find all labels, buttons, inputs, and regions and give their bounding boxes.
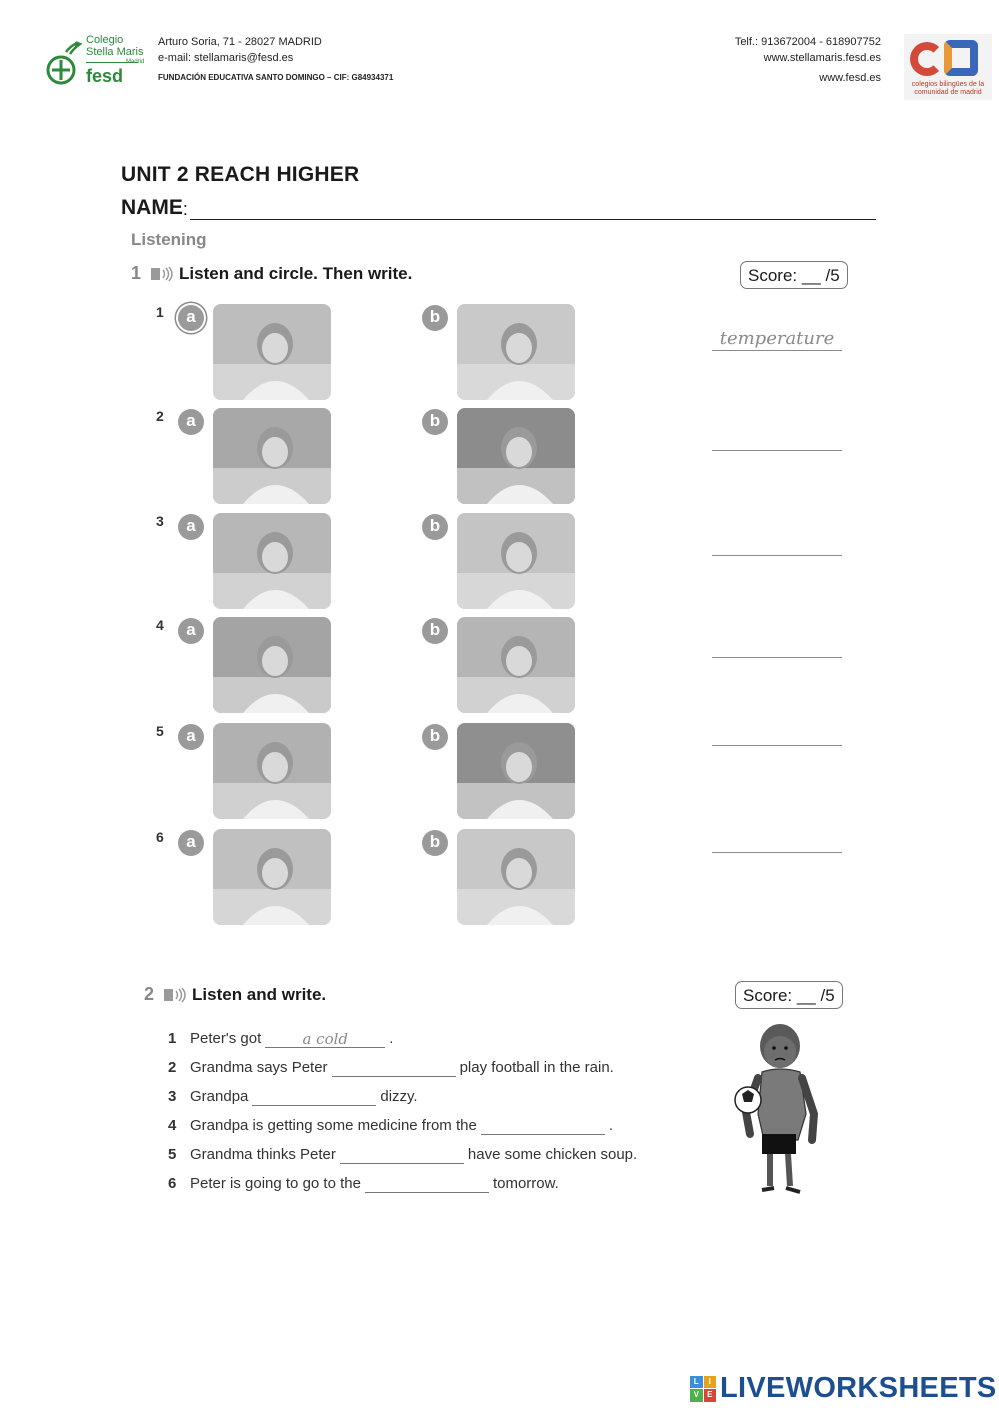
answer-input-line[interactable] xyxy=(712,532,842,556)
sentence-before: Peter is going to go to the xyxy=(190,1175,361,1192)
sentence-before: Grandpa is getting some medicine from the xyxy=(190,1117,477,1134)
exercise1-score: Score: __ /5 xyxy=(740,261,848,289)
liveworksheets-icon xyxy=(690,1376,716,1402)
option-b-badge[interactable]: b xyxy=(422,514,448,540)
row-number: 4 xyxy=(156,617,164,633)
sentence-blank-input[interactable] xyxy=(340,1146,464,1164)
row-number: 2 xyxy=(156,408,164,424)
exercise2-instruction: Listen and write. xyxy=(192,984,327,1004)
photo-illustration xyxy=(457,304,575,400)
answer-input-line[interactable] xyxy=(712,427,842,451)
photo-illustration xyxy=(457,723,575,819)
page-title: UNIT 2 REACH HIGHER xyxy=(121,163,360,186)
sentence-row xyxy=(168,1111,637,1140)
phone: Telf.: 913672004 - 618907752 xyxy=(734,36,881,48)
logo-brand: fesd xyxy=(86,66,124,86)
option-a-badge[interactable]: a xyxy=(178,409,204,435)
row-number: 3 xyxy=(156,513,164,529)
girl-headache-photo[interactable] xyxy=(457,408,575,504)
icon-letter: I xyxy=(704,1376,717,1389)
photo-illustration xyxy=(457,617,575,713)
girl-sore-throat-photo[interactable] xyxy=(457,829,575,925)
name-label: NAME xyxy=(121,196,183,219)
exercise1-number: 1 xyxy=(131,263,142,283)
answer-input-line[interactable] xyxy=(712,722,842,746)
photo-illustration xyxy=(457,829,575,925)
photo-illustration xyxy=(213,513,331,609)
name-colon: : xyxy=(182,199,188,219)
row-number: 1 xyxy=(156,304,164,320)
photo-illustration xyxy=(213,617,331,713)
sentence-number: 6 xyxy=(168,1175,177,1192)
bilingual-logo-b-icon xyxy=(944,40,978,76)
sentence-after: . xyxy=(389,1030,394,1047)
email: e-mail: stellamaris@fesd.es xyxy=(158,52,294,64)
girl-toothache-photo[interactable] xyxy=(213,513,331,609)
header-contact-left xyxy=(158,34,393,86)
icon-letter: L xyxy=(690,1376,703,1389)
sentence-row xyxy=(168,1082,637,1111)
boy-earache-photo[interactable] xyxy=(213,723,331,819)
sentence-after: . xyxy=(608,1117,613,1134)
sentence-blank-input[interactable] xyxy=(365,1175,489,1193)
school-emblem-icon xyxy=(44,40,82,86)
sentence-blank-input[interactable] xyxy=(332,1059,456,1077)
website1: www.stellamaris.fesd.es xyxy=(763,52,881,64)
exercise1-instruction: Listen and circle. Then write. xyxy=(179,263,413,283)
answer-input-line[interactable]: temperature xyxy=(712,327,842,351)
photo-illustration xyxy=(457,408,575,504)
photo-illustration xyxy=(457,513,575,609)
website2: www.fesd.es xyxy=(819,72,881,84)
option-a-badge[interactable]: a xyxy=(178,618,204,644)
boy-in-bed-photo[interactable] xyxy=(213,408,331,504)
girl-coughing-photo[interactable] xyxy=(457,617,575,713)
audio-icon[interactable] xyxy=(164,987,186,1003)
sentence-number: 2 xyxy=(168,1059,177,1076)
exercise2-header xyxy=(144,984,326,1005)
school-logo xyxy=(44,32,144,90)
option-b-badge[interactable]: b xyxy=(422,618,448,644)
icon-letter: E xyxy=(704,1389,717,1402)
logo-line3: Madrid xyxy=(126,59,145,65)
photo-illustration xyxy=(213,408,331,504)
audio-icon[interactable] xyxy=(151,266,173,282)
option-b-badge[interactable]: b xyxy=(422,409,448,435)
answer-input-line[interactable] xyxy=(712,634,842,658)
option-a-badge[interactable]: a xyxy=(178,305,204,331)
option-b-badge[interactable]: b xyxy=(422,830,448,856)
option-a-badge[interactable]: a xyxy=(178,830,204,856)
header-contact-right xyxy=(735,34,881,86)
liveworksheets-brand[interactable] xyxy=(690,1372,997,1405)
exercise2-score: Score: __ /5 xyxy=(735,981,843,1009)
sentence-blank-input[interactable]: a cold xyxy=(265,1030,385,1048)
sentence-blank-input[interactable] xyxy=(252,1088,376,1106)
logo-line2: Stella Maris xyxy=(86,46,144,58)
sentence-after: play football in the rain. xyxy=(459,1059,614,1076)
option-b-badge[interactable]: b xyxy=(422,724,448,750)
option-a-badge[interactable]: a xyxy=(178,724,204,750)
sentence-row xyxy=(168,1169,637,1198)
bilingual-logo xyxy=(904,34,992,100)
section-heading: Listening xyxy=(131,230,207,249)
photo-illustration xyxy=(213,304,331,400)
sentence-blank-input[interactable] xyxy=(481,1117,605,1135)
sentence-row xyxy=(168,1140,637,1169)
icon-letter: V xyxy=(690,1389,703,1402)
answer-input-line[interactable] xyxy=(712,829,842,853)
girl-sneezing-photo[interactable] xyxy=(213,617,331,713)
photo-illustration xyxy=(213,829,331,925)
photo-illustration xyxy=(213,723,331,819)
bilingual-logo-text: colegios bilingües de la comunidad de madrid xyxy=(911,81,985,96)
sentence-number: 4 xyxy=(168,1117,177,1134)
exercise2-number: 2 xyxy=(144,984,155,1004)
liveworksheets-text: LIVEWORKSHEETS xyxy=(720,1372,997,1404)
sentence-after: tomorrow. xyxy=(492,1175,559,1192)
row-number: 6 xyxy=(156,829,164,845)
sentence-number: 5 xyxy=(168,1146,177,1163)
sentence-before: Grandma says Peter xyxy=(190,1059,328,1076)
exercise1-header xyxy=(131,263,412,284)
girl-on-sofa-photo[interactable] xyxy=(213,829,331,925)
sentence-after: have some chicken soup. xyxy=(467,1146,638,1163)
sentence-number: 3 xyxy=(168,1088,177,1105)
sentence-row xyxy=(168,1024,637,1053)
address: Arturo Soria, 71 - 28027 MADRID xyxy=(158,36,322,48)
exercise2-sentences xyxy=(168,1024,637,1198)
bilingual-logo-c-icon xyxy=(910,42,944,76)
girl-lying-photo[interactable] xyxy=(457,304,575,400)
logo-line1: Colegio xyxy=(86,34,124,46)
girl-in-bed-photo[interactable] xyxy=(213,304,331,400)
foundation: FUNDACIÓN EDUCATIVA SANTO DOMINGO – CIF: G84934371 xyxy=(158,73,394,82)
name-row xyxy=(121,196,876,220)
boy-with-football-illustration xyxy=(728,1022,824,1198)
option-a-badge[interactable]: a xyxy=(178,514,204,540)
sentence-before: Peter's got xyxy=(190,1030,262,1047)
sentence-number: 1 xyxy=(168,1030,177,1047)
sentence-after: dizzy. xyxy=(380,1088,418,1105)
option-b-badge[interactable]: b xyxy=(422,305,448,331)
sentence-before: Grandma thinks Peter xyxy=(190,1146,336,1163)
boy-broken-arm-photo[interactable] xyxy=(457,723,575,819)
sentence-before: Grandpa xyxy=(190,1088,249,1105)
name-input-line[interactable] xyxy=(190,198,876,220)
bandaged-hand-photo[interactable] xyxy=(457,513,575,609)
row-number: 5 xyxy=(156,723,164,739)
sentence-row xyxy=(168,1053,637,1082)
